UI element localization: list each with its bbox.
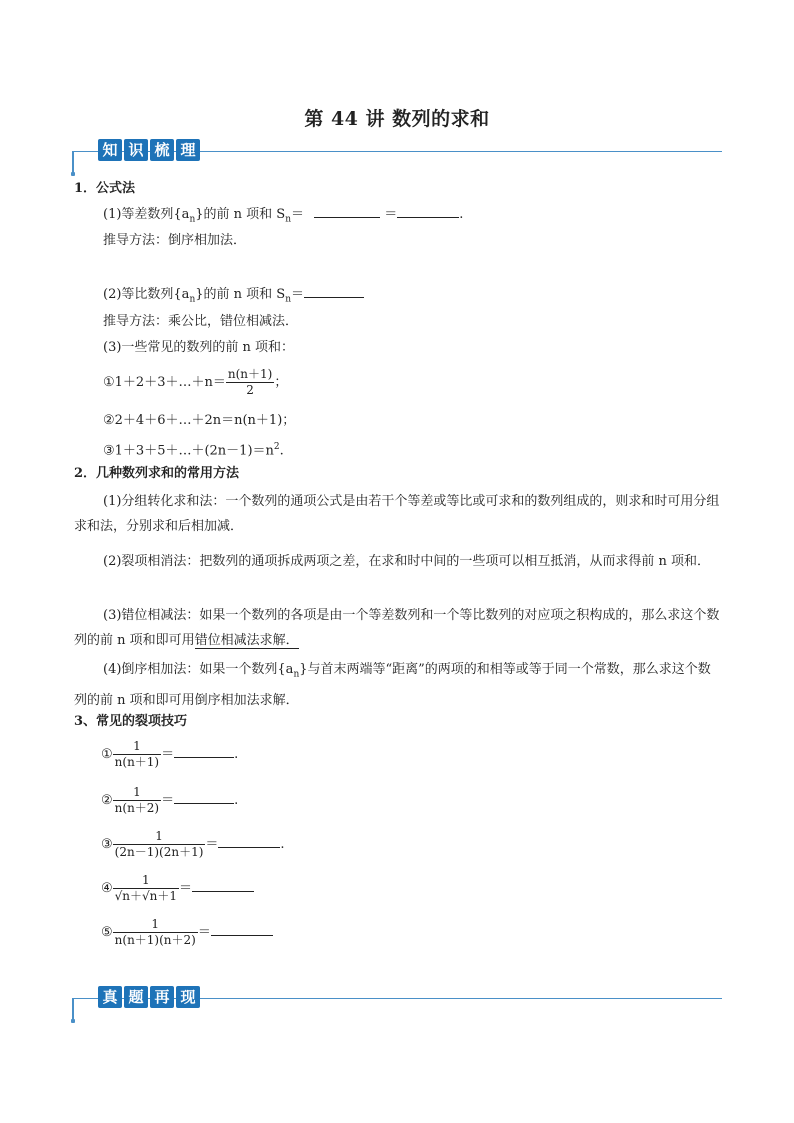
item-number: ③ bbox=[101, 837, 113, 852]
denominator: (2n－1)(2n＋1) bbox=[114, 845, 204, 859]
text: (1)等差数列{a bbox=[103, 207, 190, 222]
fraction bbox=[113, 785, 161, 816]
numerator: n(n＋1) bbox=[227, 367, 273, 381]
banner-dot bbox=[71, 1019, 75, 1023]
text: (2)等比数列{a bbox=[103, 287, 190, 302]
paragraph bbox=[74, 603, 722, 653]
answer-blank[interactable] bbox=[211, 923, 273, 936]
text: . bbox=[234, 747, 239, 762]
answer-blank[interactable] bbox=[397, 205, 459, 218]
text: . bbox=[279, 443, 284, 459]
item-number: ④ bbox=[101, 881, 113, 896]
text: (4)倒序相加法：如果一个数列{a bbox=[103, 662, 294, 677]
numerator: 1 bbox=[113, 917, 198, 933]
subscript: n bbox=[189, 214, 196, 225]
denominator: n(n＋1)(n＋2) bbox=[114, 933, 196, 947]
text: . bbox=[234, 793, 239, 808]
split-term-item bbox=[101, 829, 285, 860]
numerator: 1 bbox=[113, 873, 179, 889]
text: ＝ bbox=[197, 925, 211, 940]
denominator: n(n＋2) bbox=[114, 801, 160, 815]
underlined-text: 错位相减法求解． bbox=[194, 633, 299, 648]
split-term-item bbox=[101, 873, 254, 904]
banner-label bbox=[98, 986, 200, 1008]
banner-char: 理 bbox=[176, 139, 200, 161]
formula-line bbox=[103, 205, 463, 229]
fraction bbox=[113, 917, 198, 948]
denominator: n(n＋1) bbox=[114, 755, 160, 769]
answer-blank[interactable] bbox=[174, 791, 234, 804]
superscript: 2 bbox=[273, 442, 280, 452]
item-number: ② bbox=[101, 793, 113, 808]
text: }与首末两端等“距离”的两项的和相等或等于同一个常数，那么求这个数列的前 n 项和即可用倒序相加法求解． bbox=[74, 662, 711, 708]
subscript: n bbox=[189, 294, 196, 305]
formula-line bbox=[103, 438, 284, 460]
text: ＝ bbox=[179, 881, 193, 896]
numerator: 1 bbox=[113, 829, 206, 845]
answer-blank[interactable] bbox=[314, 205, 380, 218]
paragraph bbox=[74, 657, 722, 713]
answer-blank[interactable] bbox=[192, 879, 254, 892]
formula-line bbox=[103, 367, 287, 398]
answer-blank[interactable] bbox=[304, 285, 364, 298]
item-number: ① bbox=[101, 747, 113, 762]
split-term-item bbox=[101, 917, 273, 948]
banner-char: 现 bbox=[176, 986, 200, 1008]
banner-rule-vertical bbox=[72, 998, 74, 1020]
subscript: n bbox=[285, 214, 291, 225]
text: ＝ bbox=[384, 207, 398, 222]
numerator: 1 bbox=[113, 739, 161, 755]
subscript: n bbox=[285, 294, 291, 305]
section-heading: 3、常见的裂项技巧 bbox=[74, 714, 188, 729]
banner-dot bbox=[71, 172, 75, 176]
banner-label bbox=[98, 139, 200, 161]
text: }的前 n 项和 S bbox=[195, 207, 286, 222]
text: }的前 n 项和 S bbox=[195, 287, 286, 302]
text: ； bbox=[274, 375, 288, 390]
formula-line bbox=[103, 285, 364, 309]
denominator: 2 bbox=[246, 383, 254, 397]
banner-char: 真 bbox=[98, 986, 122, 1008]
answer-blank[interactable] bbox=[218, 835, 280, 848]
fraction bbox=[113, 873, 179, 904]
text: (3)错位相减法：如果一个数列的各项是由一个等差数列和一个等比数列的对应项之积构成的，那么求这个数列的前 n 项和即可用 bbox=[74, 608, 720, 648]
subscript: n bbox=[293, 669, 300, 680]
text: . bbox=[280, 837, 285, 852]
text: ③1＋3＋5＋…＋(2n－1)＝n bbox=[103, 443, 274, 459]
section-heading: 2．几种数列求和的常用方法 bbox=[74, 466, 240, 481]
text: ＝ bbox=[290, 287, 304, 302]
text: . bbox=[459, 207, 464, 222]
fraction bbox=[113, 829, 206, 860]
section-heading: 1．公式法 bbox=[74, 181, 136, 196]
banner-char: 识 bbox=[124, 139, 148, 161]
paragraph: (2)裂项相消法：把数列的通项拆成两项之差，在求和时中间的一些项可以相互抵消，从而求得前 n 项和． bbox=[103, 554, 711, 569]
split-term-item bbox=[101, 739, 238, 770]
fraction bbox=[226, 367, 274, 398]
item-number: ⑤ bbox=[101, 925, 113, 940]
fraction bbox=[113, 739, 161, 770]
text: ＝ bbox=[161, 793, 175, 808]
denominator: √n＋√n＋1 bbox=[114, 889, 178, 903]
numerator: 1 bbox=[113, 785, 161, 801]
text: ＝ bbox=[290, 207, 304, 222]
text-line: 推导方法：倒序相加法． bbox=[103, 233, 247, 248]
banner-char: 题 bbox=[124, 986, 148, 1008]
text-line: (3)一些常见的数列的前 n 项和： bbox=[103, 340, 295, 355]
paragraph: (1)分组转化求和法：一个数列的通项公式是由若干个等差或等比或可求和的数列组成的，则求和时可用分组求和法，分别求和后相加减． bbox=[74, 494, 720, 534]
text: ①1＋2＋3＋…＋n＝ bbox=[103, 375, 226, 390]
split-term-item bbox=[101, 785, 238, 816]
text: ＝ bbox=[205, 837, 219, 852]
banner-char: 梳 bbox=[150, 139, 174, 161]
banner-rule-vertical bbox=[72, 151, 74, 173]
page-title: 第 44 讲 数列的求和 bbox=[304, 108, 490, 130]
banner-char: 再 bbox=[150, 986, 174, 1008]
text-line: 推导方法：乘公比，错位相减法． bbox=[103, 314, 299, 329]
answer-blank[interactable] bbox=[174, 745, 234, 758]
text: ＝ bbox=[161, 747, 175, 762]
formula-line: ②2＋4＋6＋…＋2n＝n(n＋1)； bbox=[103, 413, 296, 428]
banner-char: 知 bbox=[98, 139, 122, 161]
